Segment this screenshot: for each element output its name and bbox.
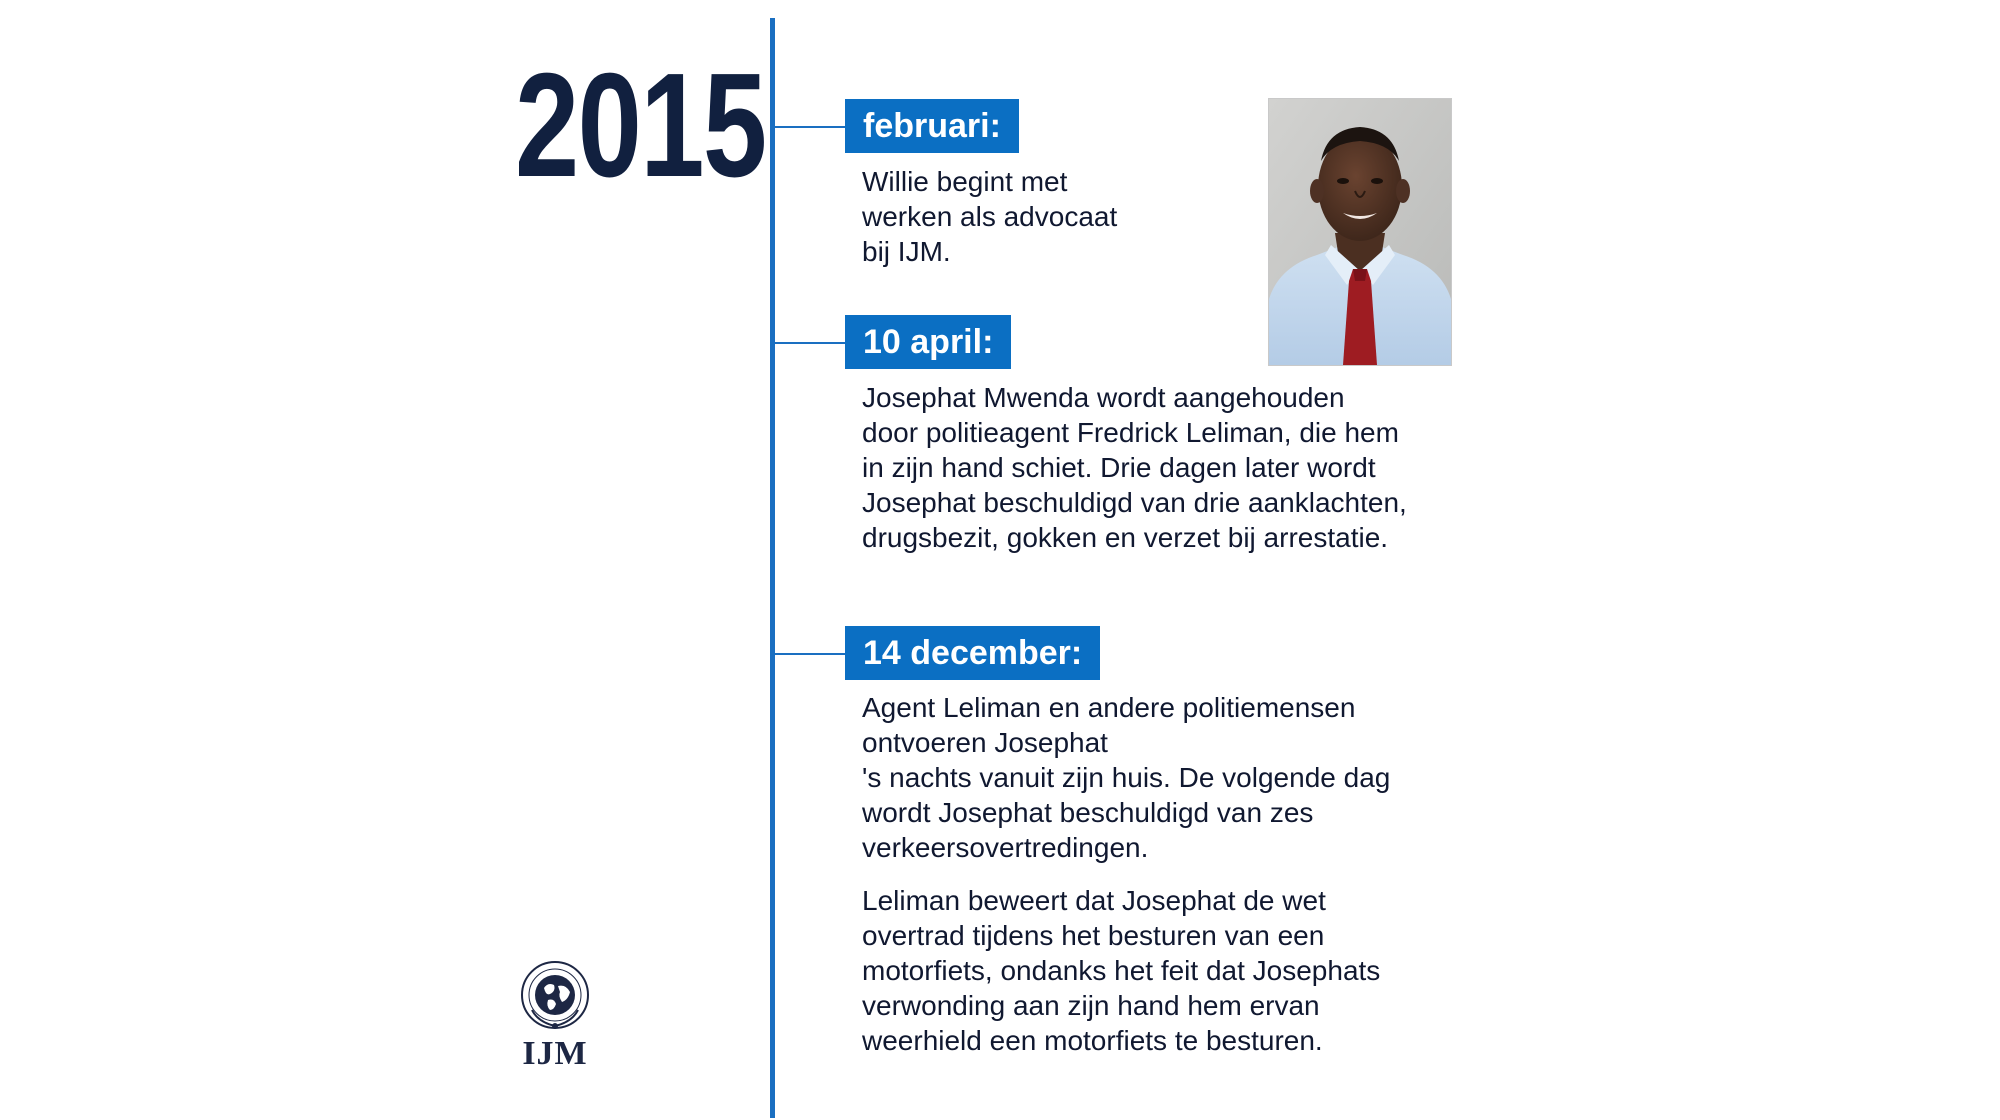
text-line: in zijn hand schiet. Drie dagen later wordt	[862, 452, 1376, 483]
text-line: verkeersovertredingen.	[862, 832, 1149, 863]
text-line: door politieagent Fredrick Leliman, die hem	[862, 417, 1399, 448]
timeline-tick	[775, 342, 845, 344]
event-paragraph	[862, 380, 1407, 555]
event-paragraph	[862, 883, 1390, 1058]
portrait-photo	[1268, 98, 1452, 366]
text-line: Josephat Mwenda wordt aangehouden	[862, 382, 1345, 413]
event-date-tag: 10 april:	[845, 315, 1011, 369]
event-date-tag: februari:	[845, 99, 1019, 153]
text-line: drugsbezit, gokken en verzet bij arrestatie.	[862, 522, 1389, 553]
event-description	[862, 690, 1390, 1076]
event-paragraph	[862, 690, 1390, 865]
text-line: werken als advocaat	[862, 201, 1118, 232]
globe-seal-icon	[518, 958, 592, 1032]
text-line: Leliman beweert dat Josephat de wet	[862, 885, 1326, 916]
event-paragraph	[862, 164, 1117, 269]
text-line: Agent Leliman en andere politiemensen	[862, 692, 1356, 723]
text-line: ontvoeren Josephat	[862, 727, 1108, 758]
timeline-tick	[775, 653, 845, 655]
text-line: wordt Josephat beschuldigd van zes	[862, 797, 1314, 828]
text-line: motorfiets, ondanks het feit dat Josephats	[862, 955, 1381, 986]
text-line: weerhield een motorfiets te besturen.	[862, 1025, 1323, 1056]
event-description	[862, 380, 1407, 573]
ijm-logo	[518, 958, 592, 1071]
year-heading: 2015	[515, 43, 766, 208]
event-description	[862, 164, 1117, 287]
logo-text: IJM	[522, 1035, 588, 1072]
event-date-tag: 14 december:	[845, 626, 1100, 680]
text-line: Willie begint met	[862, 166, 1068, 197]
timeline-line	[770, 18, 775, 1118]
text-line: verwonding aan zijn hand hem ervan	[862, 990, 1320, 1021]
text-line: bij IJM.	[862, 236, 951, 267]
text-line: 's nachts vanuit zijn huis. De volgende dag	[862, 762, 1391, 793]
timeline-tick	[775, 126, 845, 128]
text-line: overtrad tijdens het besturen van een	[862, 920, 1325, 951]
text-line: Josephat beschuldigd van drie aanklachten,	[862, 487, 1407, 518]
portrait-illustration	[1269, 99, 1451, 365]
